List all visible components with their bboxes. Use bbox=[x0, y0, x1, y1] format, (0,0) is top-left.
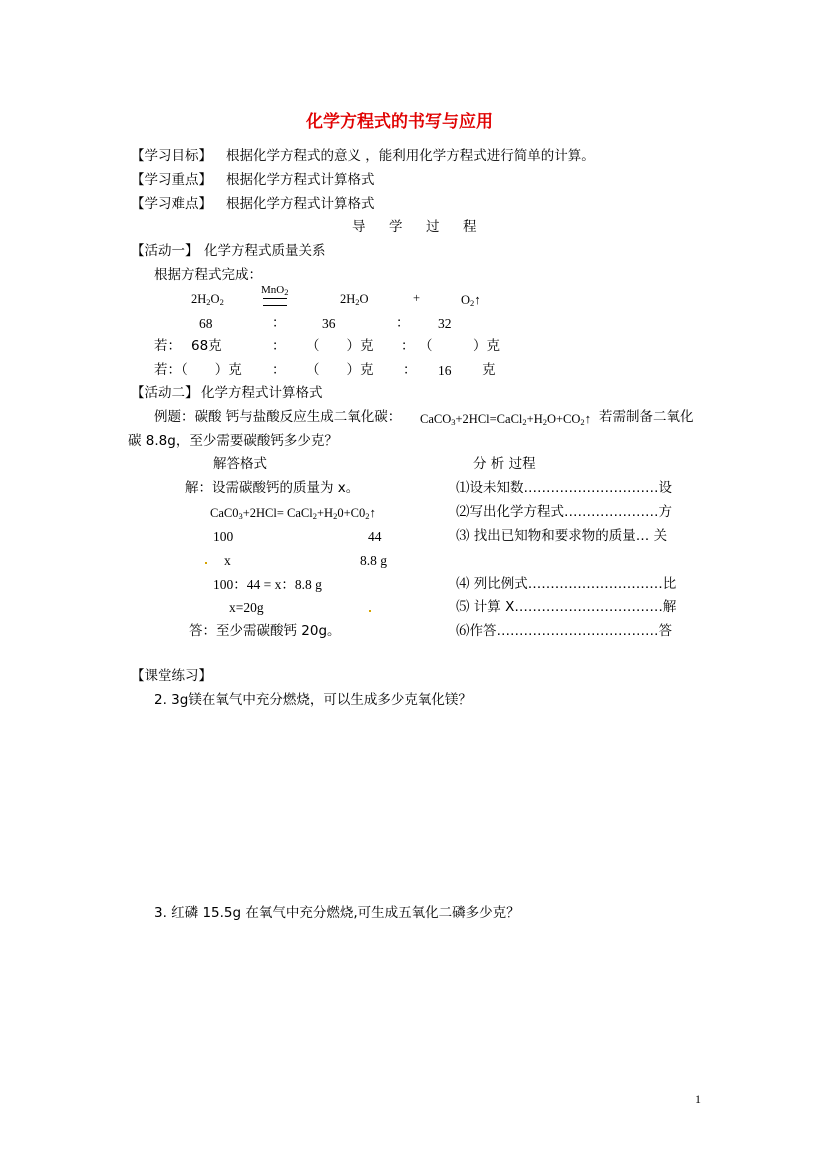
colon-2: ： bbox=[396, 315, 410, 331]
example-line2: 碳 8.8g，至少需要碳酸钙多少克？ bbox=[128, 433, 338, 449]
stray-dot bbox=[369, 610, 371, 612]
step-4: ⑷ 列比例式…………………………比 bbox=[456, 576, 677, 592]
example-text: 例题：碳酸 钙与盐酸反应生成二氧化碳： bbox=[154, 409, 402, 425]
row2-b: （ ）克 bbox=[306, 338, 374, 354]
row2-c: （ ）克 bbox=[419, 338, 500, 354]
row3-prefix: 若：（ ）克 bbox=[154, 362, 242, 378]
process-heading-1: 导 bbox=[352, 219, 366, 235]
process-heading-4: 程 bbox=[463, 219, 477, 235]
practice-label: 【课堂练习】 bbox=[131, 668, 212, 684]
difficulty-text: 根据化学方程式计算格式 bbox=[226, 196, 375, 212]
stray-dot bbox=[205, 562, 207, 564]
solution-ratio: 100：44 = x：8.8 g bbox=[213, 577, 322, 592]
activity1-label: 【活动一】 bbox=[131, 243, 199, 259]
solution-result: x=20g bbox=[229, 600, 264, 615]
reactant-h2o2: $2H_2O_2$ bbox=[191, 292, 224, 307]
page-title: 化学方程式的书写与应用 bbox=[306, 112, 493, 132]
product-h2o: $2H_2O$ bbox=[340, 292, 369, 307]
objective-label: 【学习目标】 bbox=[131, 148, 212, 164]
solution-mass-caco3: 100 bbox=[213, 529, 234, 544]
solution-mass-co2: 44 bbox=[368, 529, 382, 544]
product-o2: $O_2↑$ bbox=[461, 292, 481, 308]
analysis-heading: 分 析 过程 bbox=[473, 456, 536, 472]
practice-question-2: 2. 3g镁在氧气中充分燃烧，可以生成多少克氧化镁？ bbox=[154, 692, 472, 708]
row2-prefix: 若： bbox=[154, 338, 181, 354]
row2-colon-2: ： bbox=[401, 338, 415, 354]
row3-colon-2: ： bbox=[403, 362, 417, 378]
step-3: ⑶ 找出已知物和要求物的质量… 关 bbox=[456, 528, 668, 544]
row2-a: 68克 bbox=[191, 338, 222, 354]
solution-heading: 解答格式 bbox=[213, 456, 267, 472]
step-1: ⑴设未知数…………………………设 bbox=[456, 480, 672, 496]
catalyst-label: MnO$_2$ bbox=[261, 284, 289, 297]
difficulty-label: 【学习难点】 bbox=[131, 196, 212, 212]
step-6: ⑹作答………………………………答 bbox=[456, 623, 672, 639]
mass-o2: 32 bbox=[438, 316, 452, 331]
activity2-title: 化学方程式计算格式 bbox=[201, 385, 323, 401]
mass-h2o2: 68 bbox=[199, 316, 213, 331]
colon-1: ： bbox=[272, 315, 286, 331]
mass-h2o: 36 bbox=[322, 316, 336, 331]
step-5: ⑸ 计算 X……………………………解 bbox=[456, 599, 677, 615]
solution-set: 解：设需碳酸钙的质量为 x。 bbox=[185, 480, 360, 496]
activity1-title: 化学方程式质量关系 bbox=[204, 243, 326, 259]
activity2-label: 【活动二】 bbox=[131, 385, 199, 401]
process-heading-2: 学 bbox=[389, 219, 403, 235]
step-2: ⑵写出化学方程式…………………方 bbox=[456, 504, 672, 520]
practice-question-3: 3. 红磷 15.5g 在氧气中充分燃烧,可生成五氧化二磷多少克？ bbox=[154, 905, 520, 921]
focus-text: 根据化学方程式计算格式 bbox=[226, 172, 375, 188]
page-number: 1 bbox=[695, 1092, 701, 1106]
row2-colon-1: ： bbox=[272, 338, 286, 354]
solution-answer: 答：至少需碳酸钙 20g。 bbox=[189, 623, 341, 639]
focus-label: 【学习重点】 bbox=[131, 172, 212, 188]
row3-unit: 克 bbox=[482, 362, 496, 378]
plus-sign: + bbox=[413, 291, 421, 305]
row3-c: 16 bbox=[438, 363, 452, 378]
process-heading-3: 过 bbox=[426, 219, 440, 235]
objective-text: 根据化学方程式的意义 ，能利用化学方程式进行简单的计算。 bbox=[226, 148, 595, 164]
solution-equation: $CaC0_3+2HCl=$ $CaCl_2+H_20+C0_2↑$ bbox=[210, 505, 376, 521]
equals-sign bbox=[263, 298, 287, 306]
solution-known: 8.8 g bbox=[360, 553, 387, 568]
row3-b: （ ）克 bbox=[306, 362, 374, 378]
example-tail: 若需制备二氧化 bbox=[599, 409, 694, 425]
example-equation: $CaCO_3+2HCl=CaCl_2+H_2O+CO_2↑$ bbox=[420, 411, 592, 427]
solution-unknown: x bbox=[224, 553, 231, 568]
row3-colon-1: ： bbox=[272, 362, 286, 378]
activity1-intro: 根据方程式完成： bbox=[154, 267, 262, 283]
